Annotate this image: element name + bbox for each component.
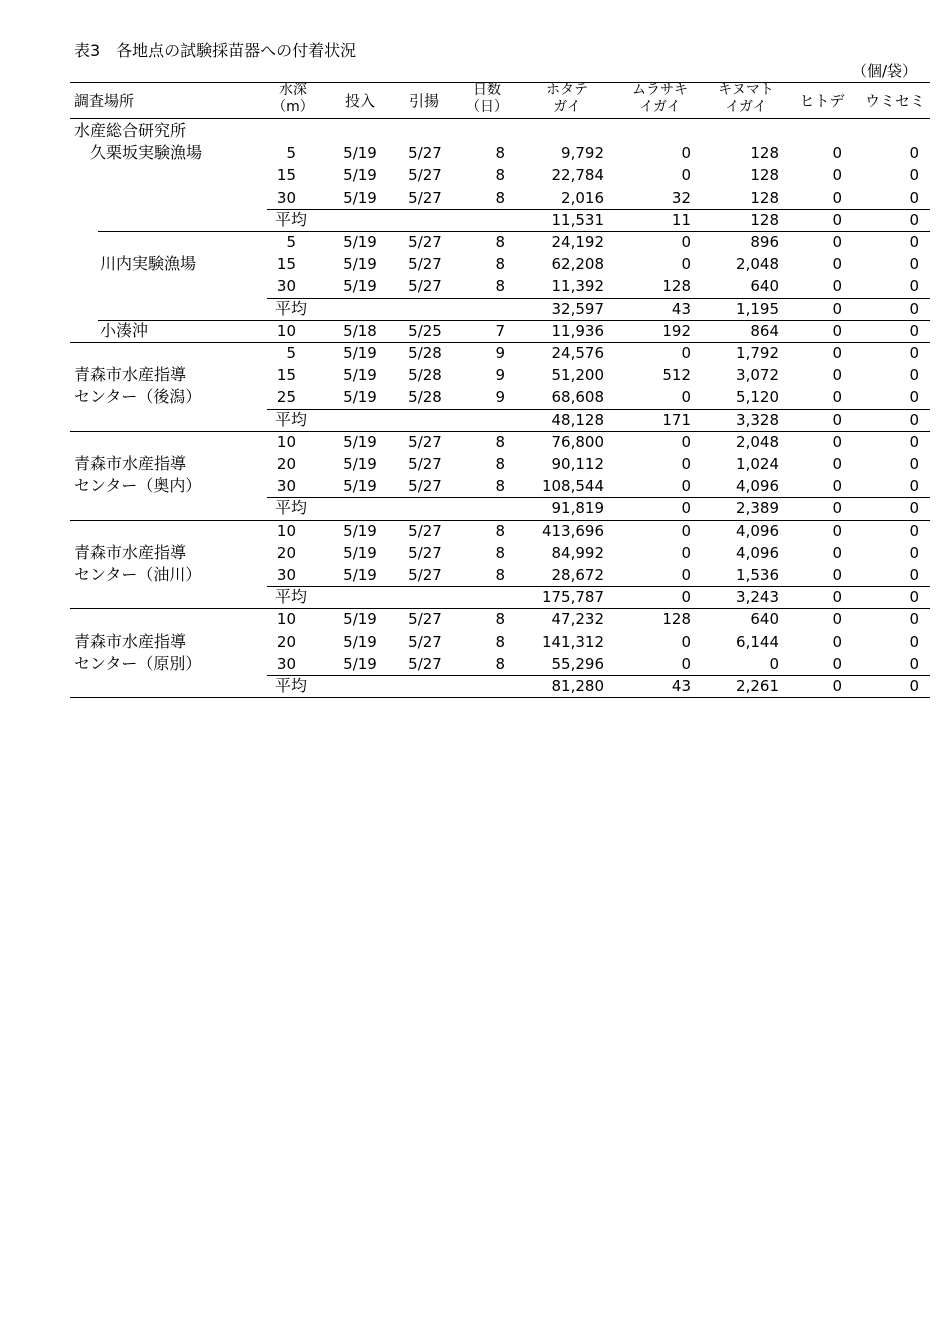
cell-scallop: 22,784 (551, 166, 604, 185)
cell-murasaki: 0 (681, 632, 691, 651)
cell-starfish: 0 (832, 566, 842, 584)
site-label (100, 320, 148, 342)
cell-deploy: 5/19 (343, 566, 377, 584)
cell-deploy: 5/19 (343, 388, 377, 407)
table-row (70, 608, 930, 630)
cell-barnacle: 0 (909, 521, 919, 540)
cell-depth: 5 (286, 144, 296, 163)
table-row (70, 187, 930, 209)
cell-depth: 30 (276, 477, 296, 496)
avg-barnacle: 0 (909, 499, 919, 518)
cell-depth: 30 (276, 188, 296, 207)
cell-kinumato: 1,536 (736, 566, 779, 584)
site-label (74, 542, 201, 586)
cell-kinumato: 2,048 (736, 255, 779, 274)
avg-scallop: 32,597 (551, 299, 604, 318)
cell-murasaki: 0 (681, 255, 691, 274)
site-label (100, 253, 196, 275)
site-label-line: 青森市水産指導 (74, 631, 187, 651)
cell-starfish: 0 (832, 432, 842, 451)
header-site: 調査場所 (74, 92, 135, 110)
site-label-line: 水産総合研究所 (74, 121, 187, 140)
cell-starfish: 0 (832, 521, 842, 540)
avg-starfish: 0 (832, 299, 842, 318)
avg-kinumato: 3,328 (736, 410, 779, 429)
site-label-line: 青森市水産指導 (74, 365, 187, 385)
avg-murasaki: 43 (671, 299, 691, 318)
cell-starfish: 0 (832, 610, 842, 629)
cell-depth: 30 (276, 654, 296, 673)
cell-barnacle: 0 (909, 566, 919, 584)
cell-days: 8 (495, 654, 505, 673)
cell-deploy: 5/19 (343, 255, 377, 274)
cell-deploy: 5/19 (343, 610, 377, 629)
cell-kinumato: 128 (750, 144, 779, 163)
cell-retrieve: 5/27 (408, 233, 442, 251)
avg-barnacle: 0 (909, 677, 919, 695)
avg-barnacle: 0 (909, 410, 919, 429)
cell-murasaki: 0 (681, 521, 691, 540)
table-row (70, 342, 930, 364)
cell-barnacle: 0 (909, 144, 919, 163)
table-row (70, 320, 930, 342)
cell-depth: 10 (276, 321, 296, 340)
header-deploy: 投入 (344, 92, 375, 110)
avg-scallop: 11,531 (551, 210, 604, 229)
avg-barnacle: 0 (909, 299, 919, 318)
cell-deploy: 5/19 (343, 233, 377, 251)
cell-days: 8 (495, 632, 505, 651)
cell-murasaki: 512 (662, 366, 691, 385)
avg-scallop: 175,787 (541, 588, 604, 607)
cell-kinumato: 5,120 (736, 388, 779, 407)
cell-murasaki: 0 (681, 432, 691, 451)
cell-depth: 10 (276, 432, 296, 451)
cell-days: 8 (495, 144, 505, 163)
site-label (74, 120, 202, 164)
cell-barnacle: 0 (909, 432, 919, 451)
average-label: 平均 (275, 676, 308, 695)
cell-days: 8 (495, 455, 505, 473)
cell-barnacle: 0 (909, 277, 919, 296)
cell-barnacle: 0 (909, 543, 919, 562)
average-row (70, 586, 930, 608)
site-label (74, 364, 201, 408)
cell-murasaki: 32 (671, 188, 691, 207)
cell-barnacle: 0 (909, 188, 919, 207)
header-murasaki: ムラサキ イガイ (632, 82, 688, 115)
cell-deploy: 5/18 (343, 321, 377, 340)
cell-retrieve: 5/27 (408, 632, 442, 651)
average-label: 平均 (275, 587, 308, 607)
cell-murasaki: 0 (681, 477, 691, 496)
cell-retrieve: 5/27 (408, 543, 442, 562)
cell-kinumato: 4,096 (736, 543, 779, 562)
average-row (70, 409, 930, 431)
cell-deploy: 5/19 (343, 455, 377, 473)
cell-deploy: 5/19 (343, 654, 377, 673)
cell-retrieve: 5/27 (408, 277, 442, 296)
header-kinumato: キヌマト イガイ (718, 82, 774, 115)
header-days: 日数 （日） (466, 82, 508, 115)
cell-retrieve: 5/27 (408, 610, 442, 629)
site-label-line: センター（後潟） (74, 387, 202, 407)
cell-scallop: 51,200 (551, 366, 604, 385)
cell-depth: 10 (276, 521, 296, 540)
site-label-line: センター（油川） (74, 564, 202, 584)
average-label: 平均 (275, 209, 308, 229)
cell-days: 8 (495, 255, 505, 274)
cell-murasaki: 128 (662, 277, 691, 296)
cell-barnacle: 0 (909, 610, 919, 629)
avg-starfish: 0 (832, 588, 842, 607)
cell-deploy: 5/19 (343, 188, 377, 207)
avg-kinumato: 1,195 (736, 299, 779, 318)
cell-deploy: 5/19 (343, 366, 377, 385)
cell-murasaki: 0 (681, 455, 691, 473)
table-row (70, 164, 930, 186)
cell-murasaki: 0 (681, 233, 691, 251)
cell-scallop: 24,192 (551, 233, 604, 251)
site-label-line: 川内実験漁場 (100, 254, 197, 274)
cell-scallop: 76,800 (551, 432, 604, 451)
cell-depth: 15 (276, 166, 296, 185)
cell-scallop: 9,792 (561, 144, 604, 163)
cell-barnacle: 0 (909, 344, 919, 362)
site-label-line: 青森市水産指導 (74, 542, 187, 562)
avg-scallop: 48,128 (551, 410, 604, 429)
cell-starfish: 0 (832, 255, 842, 274)
cell-days: 8 (495, 477, 505, 496)
cell-scallop: 2,016 (561, 188, 604, 207)
cell-kinumato: 2,048 (736, 432, 779, 451)
cell-retrieve: 5/27 (408, 477, 442, 496)
avg-murasaki: 171 (662, 410, 691, 429)
site-label (74, 631, 201, 675)
cell-barnacle: 0 (909, 255, 919, 274)
avg-barnacle: 0 (909, 210, 919, 229)
cell-starfish: 0 (832, 321, 842, 340)
cell-murasaki: 128 (662, 610, 691, 629)
cell-scallop: 11,392 (551, 277, 604, 296)
cell-days: 7 (495, 321, 505, 340)
cell-kinumato: 3,072 (736, 366, 779, 385)
site-label (74, 453, 201, 497)
cell-scallop: 47,232 (551, 610, 604, 629)
header-bottom-rule (70, 118, 930, 119)
cell-murasaki: 0 (681, 566, 691, 584)
group-rule (70, 697, 930, 698)
cell-kinumato: 128 (750, 166, 779, 185)
cell-depth: 20 (276, 543, 296, 562)
cell-days: 8 (495, 277, 505, 296)
cell-depth: 5 (286, 344, 296, 362)
cell-kinumato: 864 (750, 321, 779, 340)
header-starfish: ヒトデ (799, 92, 845, 110)
cell-kinumato: 6,144 (736, 632, 779, 651)
header-depth: 水深 （m） (272, 82, 314, 115)
avg-starfish: 0 (832, 210, 842, 229)
cell-retrieve: 5/27 (408, 166, 442, 185)
cell-barnacle: 0 (909, 233, 919, 251)
cell-retrieve: 5/28 (408, 344, 442, 362)
cell-barnacle: 0 (909, 632, 919, 651)
cell-depth: 15 (276, 255, 296, 274)
cell-starfish: 0 (832, 543, 842, 562)
cell-kinumato: 640 (750, 277, 779, 296)
cell-starfish: 0 (832, 632, 842, 651)
cell-deploy: 5/19 (343, 432, 377, 451)
cell-scallop: 90,112 (551, 455, 604, 473)
cell-starfish: 0 (832, 277, 842, 296)
avg-scallop: 81,280 (551, 677, 604, 695)
cell-scallop: 28,672 (551, 566, 604, 584)
cell-murasaki: 192 (662, 321, 691, 340)
cell-barnacle: 0 (909, 166, 919, 185)
cell-retrieve: 5/28 (408, 388, 442, 407)
cell-depth: 15 (276, 366, 296, 385)
cell-depth: 30 (276, 566, 296, 584)
cell-kinumato: 128 (750, 188, 779, 207)
cell-kinumato: 896 (750, 233, 779, 251)
cell-deploy: 5/19 (343, 144, 377, 163)
table-row (70, 253, 930, 275)
cell-days: 8 (495, 610, 505, 629)
cell-depth: 30 (276, 277, 296, 296)
cell-retrieve: 5/27 (408, 566, 442, 584)
cell-starfish: 0 (832, 188, 842, 207)
cell-kinumato: 4,096 (736, 521, 779, 540)
average-label: 平均 (275, 298, 308, 318)
avg-starfish: 0 (832, 410, 842, 429)
cell-days: 8 (495, 543, 505, 562)
cell-retrieve: 5/25 (408, 321, 442, 340)
cell-scallop: 108,544 (541, 477, 604, 496)
cell-barnacle: 0 (909, 477, 919, 496)
cell-deploy: 5/19 (343, 543, 377, 562)
table-row (70, 231, 930, 253)
cell-deploy: 5/19 (343, 477, 377, 496)
cell-starfish: 0 (832, 233, 842, 251)
cell-deploy: 5/19 (343, 166, 377, 185)
cell-days: 8 (495, 566, 505, 584)
cell-barnacle: 0 (909, 654, 919, 673)
cell-murasaki: 0 (681, 654, 691, 673)
avg-scallop: 91,819 (551, 499, 604, 518)
cell-starfish: 0 (832, 366, 842, 385)
cell-days: 8 (495, 188, 505, 207)
cell-depth: 20 (276, 632, 296, 651)
avg-kinumato: 128 (750, 210, 779, 229)
avg-starfish: 0 (832, 677, 842, 695)
average-row (70, 209, 930, 231)
header-scallop: ホタテ ガイ (546, 82, 588, 115)
cell-scallop: 68,608 (551, 388, 604, 407)
cell-days: 9 (495, 388, 505, 407)
cell-days: 8 (495, 233, 505, 251)
cell-murasaki: 0 (681, 144, 691, 163)
cell-murasaki: 0 (681, 543, 691, 562)
cell-kinumato: 1,024 (736, 455, 779, 473)
cell-retrieve: 5/27 (408, 188, 442, 207)
cell-retrieve: 5/27 (408, 432, 442, 451)
cell-deploy: 5/19 (343, 632, 377, 651)
unit-label: （個/袋） (852, 62, 918, 80)
cell-retrieve: 5/27 (408, 521, 442, 540)
cell-kinumato: 640 (750, 610, 779, 629)
cell-barnacle: 0 (909, 321, 919, 340)
cell-scallop: 84,992 (551, 543, 604, 562)
cell-days: 9 (495, 344, 505, 362)
cell-murasaki: 0 (681, 388, 691, 407)
cell-murasaki: 0 (681, 344, 691, 362)
cell-retrieve: 5/27 (408, 654, 442, 673)
cell-starfish: 0 (832, 654, 842, 673)
cell-scallop: 413,696 (541, 521, 604, 540)
site-label-line: 久栗坂実験漁場 (74, 143, 203, 163)
cell-days: 8 (495, 166, 505, 185)
cell-starfish: 0 (832, 477, 842, 496)
table-row (70, 275, 930, 297)
cell-depth: 25 (276, 388, 296, 407)
cell-deploy: 5/19 (343, 344, 377, 362)
cell-starfish: 0 (832, 455, 842, 473)
cell-deploy: 5/19 (343, 277, 377, 296)
cell-murasaki: 0 (681, 166, 691, 185)
cell-barnacle: 0 (909, 366, 919, 385)
cell-barnacle: 0 (909, 455, 919, 473)
cell-starfish: 0 (832, 344, 842, 362)
avg-murasaki: 11 (671, 210, 691, 229)
cell-kinumato: 1,792 (736, 344, 779, 362)
avg-murasaki: 43 (671, 677, 691, 695)
site-label-line: 小湊沖 (100, 320, 149, 340)
avg-kinumato: 3,243 (736, 588, 779, 607)
cell-retrieve: 5/27 (408, 144, 442, 163)
cell-barnacle: 0 (909, 388, 919, 407)
site-label-line: 青森市水産指導 (74, 454, 187, 473)
cell-scallop: 62,208 (551, 255, 604, 274)
avg-kinumato: 2,261 (736, 677, 779, 695)
cell-retrieve: 5/27 (408, 455, 442, 473)
cell-scallop: 24,576 (551, 344, 604, 362)
avg-kinumato: 2,389 (736, 499, 779, 518)
cell-depth: 20 (276, 455, 296, 473)
cell-days: 8 (495, 521, 505, 540)
cell-depth: 5 (286, 233, 296, 251)
header-barnacle: ウミセミ (864, 92, 925, 110)
cell-scallop: 11,936 (551, 321, 604, 340)
cell-deploy: 5/19 (343, 521, 377, 540)
average-label: 平均 (275, 498, 308, 518)
cell-retrieve: 5/27 (408, 255, 442, 274)
avg-murasaki: 0 (681, 588, 691, 607)
header-retrieve: 引揚 (408, 92, 439, 110)
cell-starfish: 0 (832, 388, 842, 407)
table-row (70, 520, 930, 542)
avg-starfish: 0 (832, 499, 842, 518)
cell-depth: 10 (276, 610, 296, 629)
cell-days: 8 (495, 432, 505, 451)
cell-starfish: 0 (832, 166, 842, 185)
cell-starfish: 0 (832, 144, 842, 163)
cell-days: 9 (495, 366, 505, 385)
cell-scallop: 55,296 (551, 654, 604, 673)
average-row (70, 497, 930, 519)
average-label: 平均 (275, 409, 308, 429)
site-label-line: センター（原別） (74, 653, 202, 673)
average-row (70, 298, 930, 320)
avg-murasaki: 0 (681, 499, 691, 518)
cell-scallop: 141,312 (541, 632, 604, 651)
avg-barnacle: 0 (909, 588, 919, 607)
site-label-line: センター（奥内） (74, 476, 202, 495)
cell-kinumato: 4,096 (736, 477, 779, 496)
cell-kinumato: 0 (769, 654, 779, 673)
average-row (70, 675, 930, 697)
cell-retrieve: 5/28 (408, 366, 442, 385)
table-title: 表3 各地点の試験採苗器への付着状況 (74, 41, 357, 60)
table-row (70, 431, 930, 453)
